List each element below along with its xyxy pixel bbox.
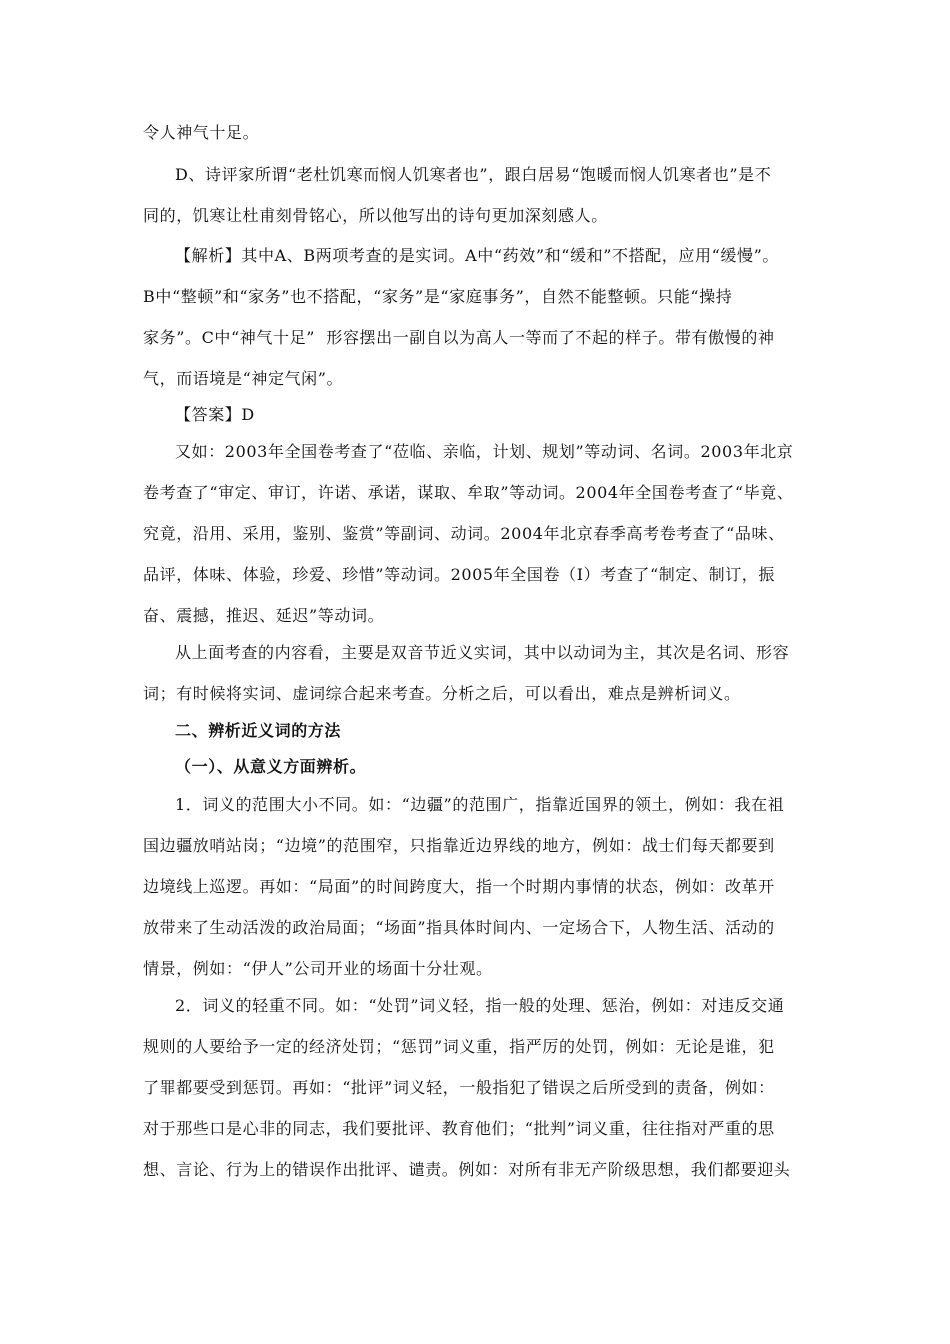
text-line: 边境线上巡逻。再如：“局面”的时间跨度大，指一个时期内事情的状态，例如：改革开: [143, 877, 775, 896]
text-line: 家务”。C中“神气十足” 形容摆出一副自以为高人一等而了不起的样子。带有傲慢的神: [143, 328, 775, 347]
text-line: 奋、震撼，推迟、延迟”等动词。: [143, 606, 385, 625]
text-line: 2．词义的轻重不同。如：“处罚”词义轻，指一般的处理、惩治，例如：对违反交通: [175, 996, 785, 1015]
text-line: 词；有时候将实词、虚词综合起来考查。分析之后，可以看出，难点是辨析词义。: [143, 684, 741, 703]
answer-line: 【答案】D: [175, 405, 255, 424]
text-line: 气，而语境是“神定气闲”。: [143, 369, 344, 388]
text-line: 了罪都要受到惩罚。再如：“批评”词义轻，一般指犯了错误之后所受到的责备，例如：: [143, 1078, 775, 1097]
text-line: 1．词义的范围大小不同。如：“边疆”的范围广，指靠近国界的领土，例如：我在祖: [175, 795, 785, 814]
text-line: 令人神气十足。: [143, 123, 260, 142]
text-line: 究竟，沿用、采用，鉴别、鉴赏”等副词、动词。2004年北京春季高考卷考查了“品味、: [143, 524, 785, 543]
text-line: 规则的人要给予一定的经济处罚；“惩罚”词义重，指严厉的处罚，例如：无论是谁，犯: [143, 1037, 775, 1056]
text-line: 想、言论、行为上的错误作出批评、谴责。例如：对所有非无产阶级思想，我们都要迎头: [143, 1160, 791, 1179]
subsection-heading: （一）、从意义方面辨析。: [175, 757, 367, 776]
text-line: D、诗评家所谓“老杜饥寒而悯人饥寒者也”，跟白居易“饱暖而悯人饥寒者也”是不: [175, 165, 772, 184]
text-line: 放带来了生动活泼的政治局面；“场面”指具体时间内、一定场合下，人物生活、活动的: [143, 918, 775, 937]
text-line: 【解析】其中A、B两项考查的是实词。A中“药效”和“缓和”不搭配，应用“缓慢”。: [175, 246, 779, 265]
text-line: 情景，例如：“伊人”公司开业的场面十分壮观。: [143, 959, 493, 978]
text-line: 对于那些口是心非的同志，我们要批评、教育他们；“批判”词义重，往往指对严重的思: [143, 1119, 775, 1138]
text-line: 国边疆放哨站岗；“边境”的范围窄，只指靠近边界线的地方，例如：战士们每天都要到: [143, 836, 775, 855]
text-line: 又如：2003年全国卷考查了“莅临、亲临，计划、规划”等动词、名词。2003年北京: [175, 442, 794, 461]
text-line: 品评，体味、体验，珍爱、珍惜”等动词。2005年全国卷（Ⅰ）考查了“制定、制订，振: [143, 565, 775, 584]
text-line: 卷考查了“审定、审订，许诺、承诺，谋取、牟取”等动词。2004年全国卷考查了“毕竟、: [143, 483, 794, 502]
text-line: 从上面考查的内容看，主要是双音节近义实词，其中以动词为主，其次是名词、形容: [175, 643, 790, 662]
text-line: 同的，饥寒让杜甫刻骨铭心，所以他写出的诗句更加深刻感人。: [143, 206, 608, 225]
section-heading: 二、辨析近义词的方法: [175, 721, 342, 740]
text-line: B中“整顿”和“家务”也不搭配，“家务”是“家庭事务”，自然不能整顿。只能“操持: [143, 287, 733, 306]
